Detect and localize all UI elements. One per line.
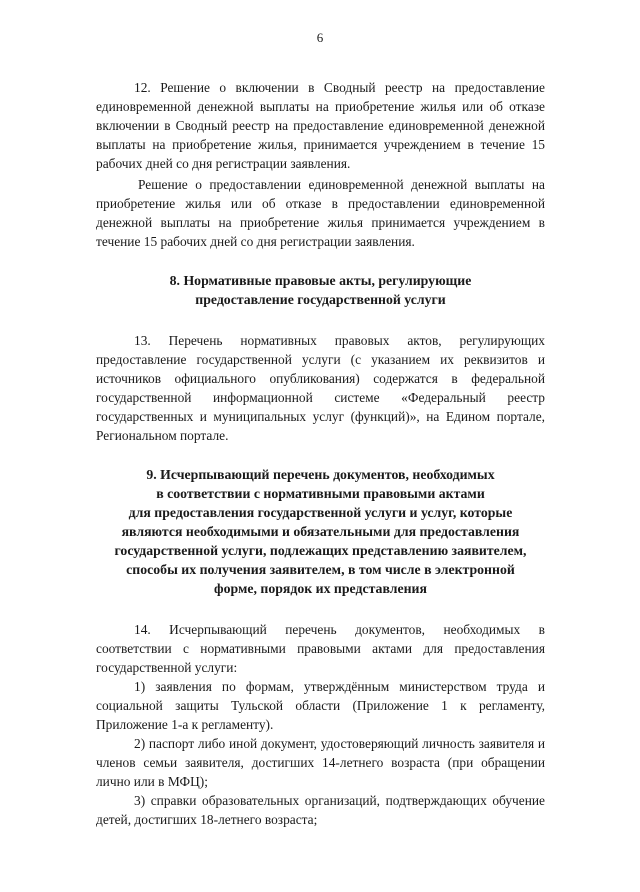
section-9-heading-line: являются необходимыми и обязательными для предоставления (121, 524, 520, 539)
section-8-heading-line: 8. Нормативные правовые акты, регулирующие (169, 273, 472, 288)
section-9-heading-line: способы их получения заявителем, в том числе в электронной (126, 562, 515, 577)
paragraph-12: 12. Решение о включении в Сводный реестр на предоставление единовременной денежной выплаты на приобретение жилья или об отказе включении в Сводный реестр на предоставление единовременной денежной выплаты на приобретение жилья, принимается учреждением в течение 15 рабочих дней со дня регистрации заявления. (96, 80, 545, 171)
section-9-heading-line: форме, порядок их представления (214, 581, 427, 596)
section-9-heading-line: для предоставления государственной услуги и услуг, которые (128, 505, 513, 520)
section-9-heading-line: в соответствии с нормативными правовыми актами (156, 486, 485, 501)
page-content (96, 78, 545, 829)
paragraph-12-decision: Решение о предоставлении единовременной денежной выплаты на приобретение жилья или об отказе в предоставлении единовременной денежной выплаты на приобретение жилья принимается учреждением в течение 15 рабочих дней со дня регистрации заявления. (96, 177, 545, 249)
paragraph-14: 14. Исчерпывающий перечень документов, необходимых в соответствии с нормативными правовыми актами для предоставления государственной услуги: (96, 622, 545, 675)
section-9-heading-line: 9. Исчерпывающий перечень документов, необходимых (146, 467, 495, 482)
section-8-heading (96, 271, 545, 309)
section-8-heading-line: предоставление государственной услуги (195, 292, 446, 307)
list-item: 2) паспорт либо иной документ, удостоверяющий личность заявителя и членов семьи заявителя, достигших 14-летнего возраста (при обращении лично или в МФЦ); (96, 736, 545, 789)
list-item: 3) справки образовательных организаций, подтверждающих обучение детей, достигших 18-летнего возраста; (96, 793, 545, 827)
paragraph-13: 13. Перечень нормативных правовых актов, регулирующих предоставление государственной услуги (с указанием их реквизитов и источников официального опубликования) содержатся в федеральной государственной информационной системе «Федеральный реестр государственных и муниципальных услуг (функций)», на Едином портале, Региональном портале. (96, 333, 545, 443)
list-item: 1) заявления по формам, утверждённым министерством труда и социальной защиты Тульской области (Приложение 1 к регламенту, Приложение 1-а к регламенту). (96, 679, 545, 732)
page-number: 6 (316, 30, 324, 45)
section-9-heading (96, 465, 545, 598)
section-9-heading-line: государственной услуги, подлежащих представлению заявителем, (114, 543, 527, 558)
